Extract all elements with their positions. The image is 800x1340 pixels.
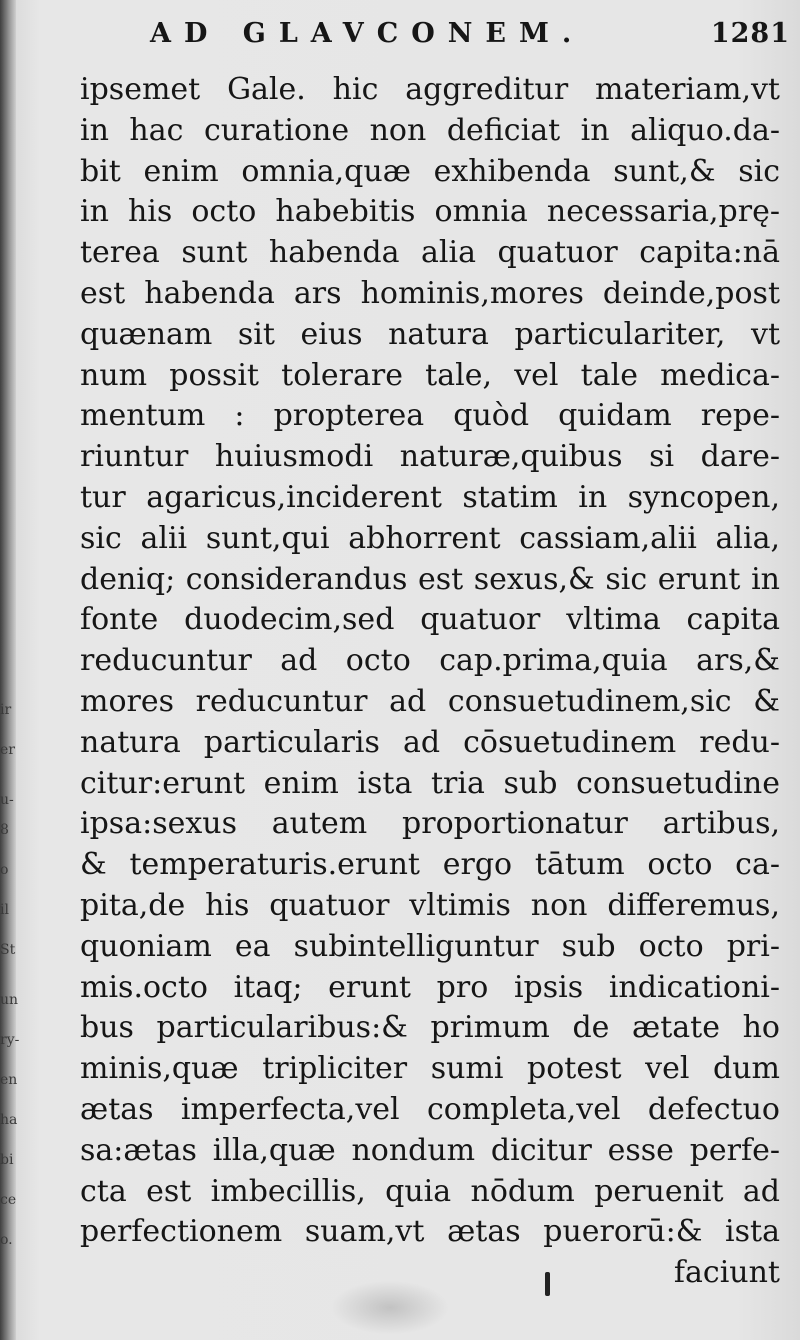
margin-fragment: er	[0, 742, 15, 758]
page-number: 1281	[710, 18, 790, 49]
book-binding-shadow	[0, 0, 16, 1340]
margin-fragment: u-	[0, 792, 14, 808]
text-line: fonte duodecim,sed quatuor vltima capita	[80, 602, 780, 638]
ink-mark	[545, 1272, 550, 1296]
text-line: deniq; considerandus est sexus,& sic erunt in	[80, 561, 780, 597]
text-line: ipsa:sexus autem proportionatur artibus,	[80, 806, 780, 842]
text-line: bit enim omnia,quæ exhibenda sunt,& sic	[80, 153, 780, 189]
margin-fragment: il	[0, 902, 9, 918]
page-header	[150, 18, 790, 58]
text-line: ipsemet Gale. hic aggreditur materiam,vt	[80, 72, 780, 107]
margin-fragment: ce	[0, 1192, 17, 1208]
text-line: natura particularis ad cōsuetudinem redu-	[80, 724, 780, 760]
margin-fragment: St	[0, 942, 16, 958]
text-line: cta est imbecillis, quia nōdum peruenit ad	[80, 1173, 780, 1209]
text-line: riuntur huiusmodi naturæ,quibus si dare-	[80, 439, 780, 475]
running-head: AD GLAVCONEM.	[150, 18, 585, 49]
text-line: reducuntur ad octo cap.prima,quia ars,&	[80, 643, 780, 679]
text-line: in his octo habebitis omnia necessaria,prę-	[80, 194, 780, 230]
text-line: terea sunt habenda alia quatuor capita:nā	[80, 235, 780, 271]
margin-fragment: ry-	[0, 1032, 20, 1048]
text-line: minis,quæ tripliciter sumi potest vel dum	[80, 1051, 780, 1087]
text-line: sic alii sunt,qui abhorrent cassiam,alii alia,	[80, 520, 780, 556]
text-line: pita,de his quatuor vltimis non differemus,	[80, 887, 780, 923]
margin-fragment: ir	[0, 702, 12, 718]
text-line: citur:erunt enim ista tria sub consuetudine	[80, 765, 780, 801]
text-line: perfectionem suam,vt ætas puerorū:& ista	[80, 1214, 780, 1250]
text-line: tur agaricus,inciderent statim in syncopen,	[80, 479, 780, 515]
margin-fragment: bi	[0, 1152, 14, 1168]
text-line: sa:ætas illa,quæ nondum dicitur esse perfe-	[80, 1132, 780, 1168]
margin-fragment: ha	[0, 1112, 18, 1128]
text-line: bus particularibus:& primum de ætate ho	[80, 1010, 780, 1046]
text-line: mentum : propterea quòd quidam repe-	[80, 398, 780, 434]
margin-fragment: o	[0, 862, 9, 878]
text-line: mis.octo itaq; erunt pro ipsis indicationi-	[80, 969, 780, 1005]
text-line: quoniam ea subintelliguntur sub octo pri-	[80, 928, 780, 964]
catchword: faciunt	[673, 1255, 780, 1291]
text-line: quænam sit eius natura particulariter, vt	[80, 316, 780, 352]
text-line: num possit tolerare tale, vel tale medica-	[80, 357, 780, 393]
text-line: ætas imperfecta,vel completa,vel defectuo	[80, 1091, 780, 1127]
text-line: mores reducuntur ad consuetudinem,sic &	[80, 683, 780, 719]
margin-fragment: o.	[0, 1232, 13, 1248]
margin-fragment: un	[0, 992, 19, 1008]
margin-fragment: 8	[0, 822, 9, 838]
page-smudge	[330, 1280, 450, 1335]
body-text	[80, 70, 780, 1294]
text-line: in hac curatione non deficiat in aliquo.da-	[80, 112, 780, 148]
text-line: & temperaturis.erunt ergo tātum octo ca-	[80, 847, 780, 883]
text-line: est habenda ars hominis,mores deinde,post	[80, 275, 780, 311]
margin-fragment: en	[0, 1072, 18, 1088]
